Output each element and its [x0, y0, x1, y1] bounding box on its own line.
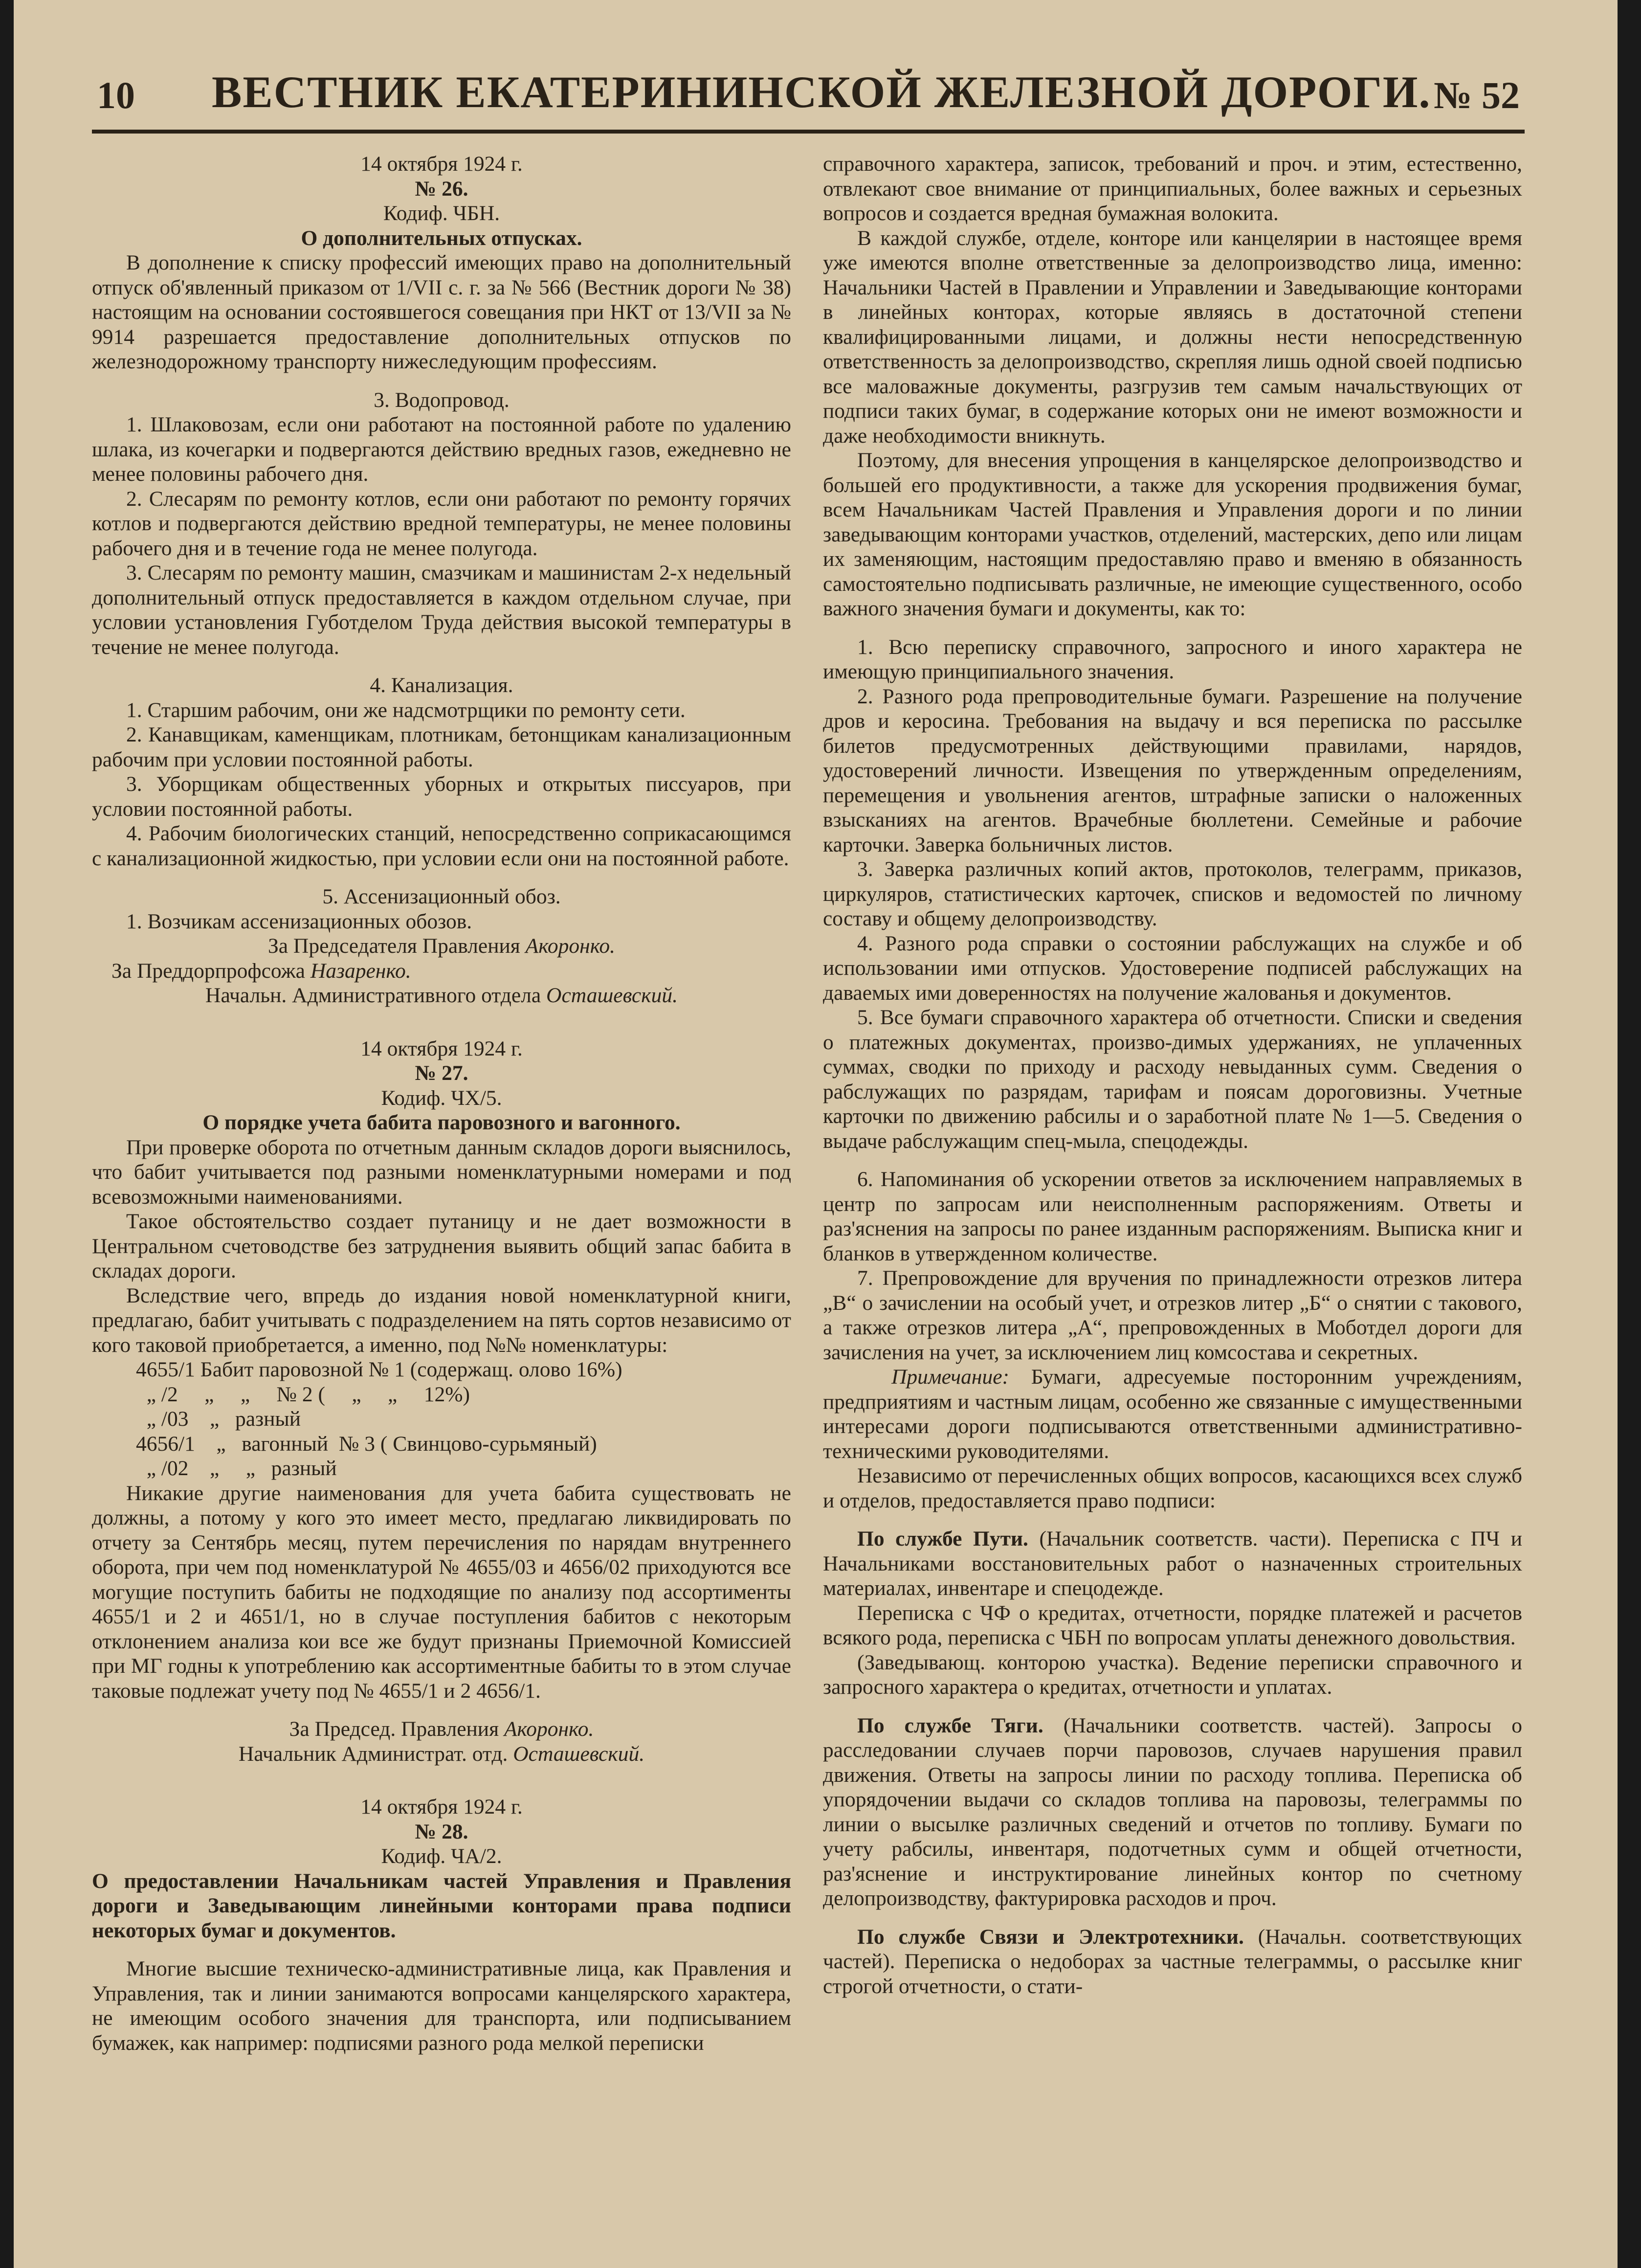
section-title-water: 3. Водопровод. — [374, 388, 510, 412]
nomenclature-line: 4655/1 Бабит паровозной № 1 (содержащ. олово 16%) — [136, 1358, 622, 1381]
list-item: 2. Канавщикам, каменщикам, плотникам, бетонщикам канализационным рабочим при условии постоянной работы. — [92, 723, 791, 771]
left-column — [92, 152, 791, 2055]
signature-line: Начальн. Административного отдела Осташевский. — [205, 984, 678, 1007]
list-item: 3. Слесарям по ремонту машин, смазчикам и машинистам 2-х недельный дополнительный отпуск предоставляется в каждом отдельном случае, при условии установления Губотделом Труда действия высокой температуры в течение не менее полугода. — [92, 561, 791, 659]
list-item: 2. Разного рода препроводительные бумаги. Разрешение на получение дров и керосина. Требования на выдачу и вся переписка по рассылке билетов предусмотренных действующими правилами, нарядов, удостоверений личности. Извещения по утвержденным определениям, перемещения и увольнения агентов, штрафные записки о наложенных взысканиях на агентов. Врачебные бюллетени. Семейные и рабочие карточки. Заверка больничных листов. — [823, 684, 1522, 856]
issue-number: № 52 — [1434, 74, 1520, 116]
list-item: 4. Разного рода справки о состоянии рабслужащих на службе и об использовании ими отпусков. Удостоверение подписей рабслужащих на даваемых ими доверенностях на получение жалованья и документов. — [823, 931, 1522, 1005]
service-path-paragraph: По службе Пути. (Начальник соответств. части). Переписка с ПЧ и Начальниками восстановительных работ о назначенных строительных материалах, инвентаре и спецодежде. — [823, 1527, 1522, 1600]
service-traction-paragraph: По службе Тяги. (Начальники соответств. частей). Запросы о расследовании случаев порчи паровозов, случаев нарушения правил движения. Ответы на запросы линии по расходу топлива. Переписка об упорядочении выдачи со складов топлива на паровозы, телеграммы по линии о высылке различных сведений и отчетов по топливу. Бумаги по учету рабсилы, инвентаря, подотчетных сумм и общей отчетности, раз'яснение и инструктирование линейных контор по счетному делопроизводству, фактурировка расходов и проч. — [823, 1713, 1523, 1910]
list-item: 1. Старшим рабочим, они же надсмотрщики по ремонту сети. — [126, 698, 686, 722]
order-26-intro: В дополнение к списку профессий имеющих право на дополнительный отпуск об'явленный приказом от 1/VII с. г. за № 566 (Вестник дороги № 38) настоящим на основании состоявшегося совещания при НКТ от 13/VII за № 9914 разрешается предоставление дополнительных отпусков по железнодорожному транспорту нижеследующим профессиям. — [92, 251, 791, 373]
signature-line: За Председ. Правления Акоронко. — [289, 1717, 594, 1741]
nomenclature-line: „ /02 „ „ разный — [136, 1457, 337, 1480]
order-27-paragraph: Никакие другие наименования для учета бабита существовать не должны, а потому у кого это имеет место, предлагаю ликвидировать по отчету за Сентябрь месяц, путем перечисления по нарядам внутреннего оборота, при чем под номенклатурой № 4655/03 и 4656/02 приходуются все могущие поступить бабиты не подходящие по анализу под ассортименты 4655/1 и 2 и 4651/1, но в случае поступления бабитов с некоторым отклонением анализа кои все же будут признаны Приемочной Комиссией при МГ годны к употреблению как ассортиментные бабиты то в этом случае таковые подлежат учету под № 4655/1 и 2 4656/1. — [92, 1481, 791, 1703]
nomenclature-line: „ /2 „ „ № 2 ( „ „ 12%) — [136, 1382, 470, 1406]
list-item: 7. Препровождение для вручения по принадлежности отрезков литера „В“ о зачислении на особый учет, и отрезков литер „Б“ о снятии с такового, а также отрезков литера „А“, препровожденных в Моботдел дороги для зачисления на учет, за исключением лиц комсостава и секретных. — [823, 1266, 1522, 1364]
order-27-date: 14 октября 1924 г. — [360, 1036, 523, 1060]
order-26-heading: О дополнительных отпусках. — [301, 226, 582, 250]
service-path-paragraph: Переписка с ЧФ о кредитах, отчетности, порядке платежей и расчетов всякого рода, переписка с ЧБН по вопросам уплаты денежного довольствия. — [823, 1601, 1522, 1649]
note-paragraph: Примечание: Бумаги, адресуемые посторонним учреждениям, предприятиям и частным лицам, особенно же связанные с имущественными интересами дороги подписываются ответственными административно-техническими руководителями. — [823, 1365, 1522, 1463]
order-28-number: № 28. — [415, 1819, 468, 1843]
order-27-paragraph: Вследствие чего, впредь до издания новой номенклатурной книги, предлагаю, бабит учитывать с подразделением на пять сортов независимо от кого таковой приобретается, а именно, под №№ номенклатуры: — [92, 1283, 791, 1357]
list-item: 6. Напоминания об ускорении ответов за исключением направляемых в центр по запросам или неисполненным распоряжениям. Ответы и раз'яснения на запросы по ранее изданным распоряжениям. Выписка книг и бланков в утвержденном количестве. — [823, 1168, 1522, 1265]
order-27-paragraph: При проверке оборота по отчетным данным складов дороги выяснилось, что бабит учитывается под разными номенклатурными номерами и под всевозможными наименованиями. — [92, 1135, 791, 1209]
list-item: 3. Заверка различных копий актов, протоколов, телеграмм, приказов, циркуляров, статистических карточек, списков и ведомостей по личному составу и общему делопроизводству. — [823, 857, 1522, 930]
list-item: 1. Шлаковозам, если они работают на постоянной работе по удалению шлака, из кочегарки и подвергаются действию вредных газов, ежедневно не менее половины рабочего дня. — [92, 413, 791, 486]
order-28-paragraph: Многие высшие техническо-административные лица, как Правления и Управления, так и линии занимаются вопросами канцелярского характера, не имеющим особого значения для транспорта, или подписыванием бумажек, как например: подписями разного рода мелкой переписки — [92, 1957, 791, 2055]
service-label: По службе Связи и Электротехники. — [857, 1925, 1244, 1949]
service-label: По службе Тяги. — [857, 1713, 1043, 1737]
order-26-number: № 26. — [415, 177, 468, 201]
page-header — [92, 56, 1525, 134]
page-content — [92, 56, 1539, 2111]
list-item: 2. Слесарям по ремонту котлов, если они работают по ремонту горячих котлов и подвергаются действию вредной температуры, не менее половины рабочего дня и в течение года не менее полугода. — [92, 487, 791, 560]
list-item: 5. Все бумаги справочного характера об отчетности. Списки и сведения о платежных документах, произво-димых удержаниях, не уплаченных суммах, сводки по приходу и расходу невыданных сумм. Сведения о рабслужащих по разрядам, тарифам и поясам дороговизны. Учетные карточки по движению рабсилы и о заработной плате № 1—5. Сведения о выдаче рабслужащим спец-мыла, спецодежды. — [823, 1006, 1522, 1153]
order-28-heading: О предоставлении Начальникам частей Управления и Правления дороги и Заведывающим линейными конторами права подписи некоторых бумаг и документов. — [92, 1869, 791, 1942]
page-number: 10 — [97, 74, 135, 116]
order-28-codif: Кодиф. ЧА/2. — [381, 1844, 502, 1868]
note-label: Примечание: — [891, 1365, 1010, 1389]
publication-title: ВЕСТНИК ЕКАТЕРИНИНСКОЙ ЖЕЛЕЗНОЙ ДОРОГИ. — [212, 67, 1431, 117]
order-27-codif: Кодиф. ЧХ/5. — [381, 1086, 502, 1110]
right-column — [823, 152, 1522, 1999]
service-label: По службе Пути. — [857, 1527, 1028, 1550]
signature-line: Начальник Администрат. отд. Осташевский. — [238, 1742, 645, 1766]
service-path-paragraph: (Заведывающ. конторою участка). Ведение переписки справочного и запросного характера о кредитах, отчетности и уплатах. — [823, 1650, 1522, 1699]
order-28-paragraph: Независимо от перечисленных общих вопросов, касающихся всех служб и отделов, предоставляется право подписи: — [823, 1464, 1522, 1512]
nomenclature-line: „ /03 „ разный — [136, 1407, 301, 1431]
order-26-codif: Кодиф. ЧБН. — [383, 202, 500, 225]
order-28-paragraph: Поэтому, для внесения упрощения в канцелярское делопроизводство и большей его продуктивности, а также для ускорения продвижения бумаг, всем Начальникам Частей Правления и Управления дороги и по линии заведывающим конторами участков, отделений, мастерских, депо или лицам их заменяющим, настоящим предоставляю право и вменяю в обязанность самостоятельно подписывать различные, не имеющие существенного, особо важного значения бумаги и документы, как то: — [823, 449, 1522, 620]
list-item: 1. Всю переписку справочного, запросного и иного характера не имеющую принципиального значения. — [823, 635, 1522, 683]
list-item: 3. Уборщикам общественных уборных и открытых писсуаров, при условии постоянной работы. — [92, 772, 791, 821]
order-27-number: № 27. — [415, 1061, 468, 1085]
list-item: 1. Возчикам ассенизационных обозов. — [126, 909, 472, 933]
section-title-sanitation: 5. Ассенизационный обоз. — [322, 885, 561, 908]
signature-line: За Председателя Правления Акоронко. — [267, 934, 616, 958]
order-27-paragraph: Такое обстоятельство создает путаницу и не дает возможности в Центральном счетоводстве без затруднения выявить общий запас бабита в складах дороги. — [92, 1210, 791, 1282]
signature-line: За Преддорпрофсожа Назаренко. — [111, 959, 411, 983]
order-27-heading: О порядке учета бабита паровозного и вагонного. — [202, 1111, 681, 1134]
nomenclature-line: 4656/1 „ вагонный № 3 ( Свинцово-сурьмяный) — [136, 1432, 597, 1456]
order-28-date: 14 октября 1924 г. — [360, 1795, 523, 1819]
order-26-date: 14 октября 1924 г. — [360, 152, 523, 176]
order-28-paragraph: В каждой службе, отделе, конторе или канцелярии в настоящее время уже имеются вполне ответственные за делопроизводство лица, именно: Начальники Частей в Правлении и Управлении и Заведывающие конторами в линейных конторах, которые являясь в достаточной степени квалифицированными лицами, и должны нести непосредственную ответственность за делопроизводство, скрепляя лишь одной своей подписью все маловажные документы, разгрузив тем самым начальствующих от подписи таких бумаг, в содержание которых они не имеют возможности и даже необходимости вникнуть. — [823, 226, 1522, 448]
list-item: 4. Рабочим биологических станций, непосредственно соприкасающимся с канализационной жидкостью, при условии если они на постоянной работе. — [92, 822, 791, 870]
service-comm-paragraph: По службе Связи и Электротехники. (Начальн. соответствующих частей). Переписка о недоборах за частные телеграммы, о рассылке книг строгой отчетности, о стати- — [823, 1925, 1522, 1998]
section-title-sewer: 4. Канализация. — [370, 674, 513, 697]
order-28-paragraph: справочного характера, записок, требований и проч. и этим, естественно, отвлекают свое внимание от принципиальных, более важных и серьезных вопросов и создается вредная бумажная волокита. — [823, 152, 1522, 225]
newspaper-page — [14, 0, 1618, 2268]
